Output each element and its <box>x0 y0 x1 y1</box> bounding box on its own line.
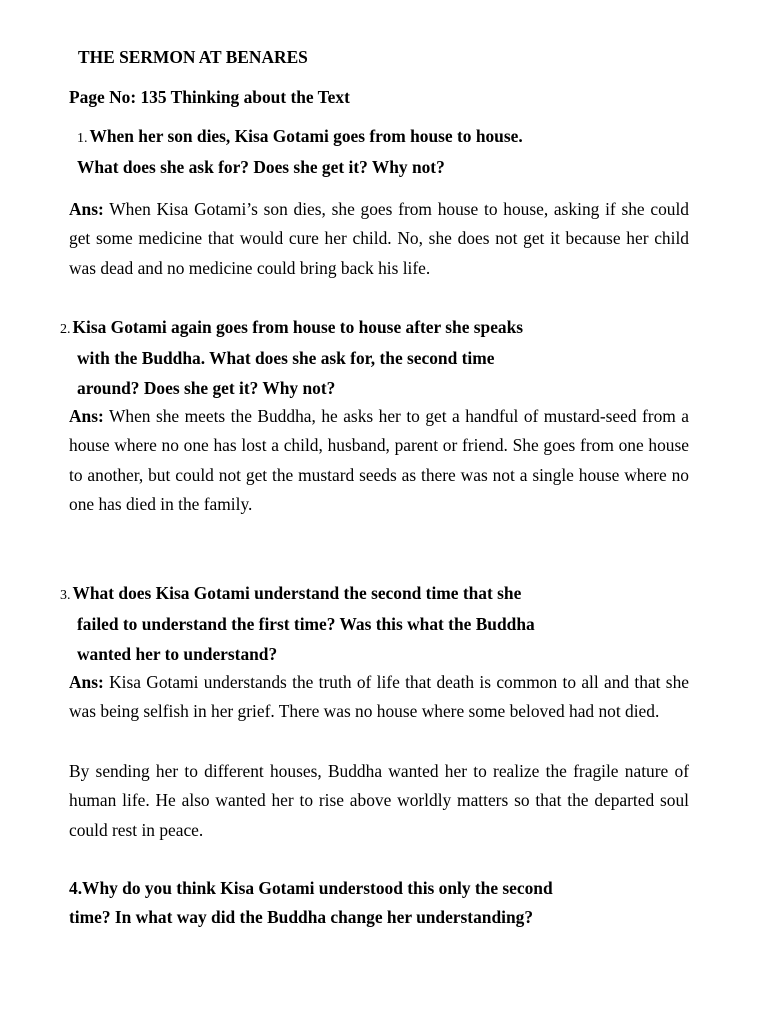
answer-1-text: When Kisa Gotami’s son dies, she goes from house to house, asking if she could get some medicine that would cure her child. No, she does not get it because her child was dead and no medicine could bring back his life. <box>69 199 689 278</box>
answer-3-text: Kisa Gotami understands the truth of life that death is common to all and that she was being selfish in her grief. There was no house where some beloved had not died. <box>69 672 689 722</box>
question-1-line-1: 1. When her son dies, Kisa Gotami goes from house to house. <box>77 126 523 146</box>
answer-3-label: Ans: <box>69 672 104 692</box>
answer-1-label: Ans: <box>69 199 104 219</box>
question-4-number: 4. <box>69 878 83 898</box>
question-2-number: 2. <box>60 322 71 337</box>
answer-2 <box>69 402 689 520</box>
question-3-line-3: wanted her to understand? <box>77 643 278 664</box>
question-4-line-2: time? In what way did the Buddha change her understanding? <box>69 907 534 928</box>
question-2-line-1: 2. Kisa Gotami again goes from house to house after she speaks <box>60 317 524 337</box>
question-3-line-1: 3. What does Kisa Gotami understand the second time that she <box>60 583 522 603</box>
question-3 <box>60 579 535 669</box>
question-1 <box>77 122 523 183</box>
answer-2-label: Ans: <box>69 406 104 426</box>
question-3-line-2: failed to understand the first time? Was this what the Buddha <box>77 614 535 635</box>
question-4-line-1: 4.Why do you think Kisa Gotami understood this only the second <box>69 878 553 898</box>
question-2-line-3: around? Does she get it? Why not? <box>77 377 336 398</box>
question-1-line-2: What does she ask for? Does she get it? Why not? <box>77 157 445 178</box>
question-2-line-2: with the Buddha. What does she ask for, the second time <box>77 348 495 369</box>
answer-3-continued: By sending her to different houses, Buddha wanted her to realize the fragile nature of human life. He also wanted her to rise above worldly matters so that the departed soul could rest in peace. <box>69 761 689 840</box>
answer-1 <box>69 195 689 283</box>
answer-3 <box>69 668 689 727</box>
question-4 <box>69 874 553 933</box>
document-title: THE SERMON AT BENARES <box>78 47 308 67</box>
page-info: Page No: 135 Thinking about the Text <box>69 87 350 107</box>
question-3-number: 3. <box>60 588 71 603</box>
answer-2-text: When she meets the Buddha, he asks her to get a handful of mustard-seed from a house where no one has lost a child, husband, parent or friend. She goes from one house to another, but could not get the mustard seeds as there was not a single house where no one has died in the family. <box>69 406 689 515</box>
question-1-number: 1. <box>77 131 88 146</box>
question-2 <box>60 313 523 403</box>
